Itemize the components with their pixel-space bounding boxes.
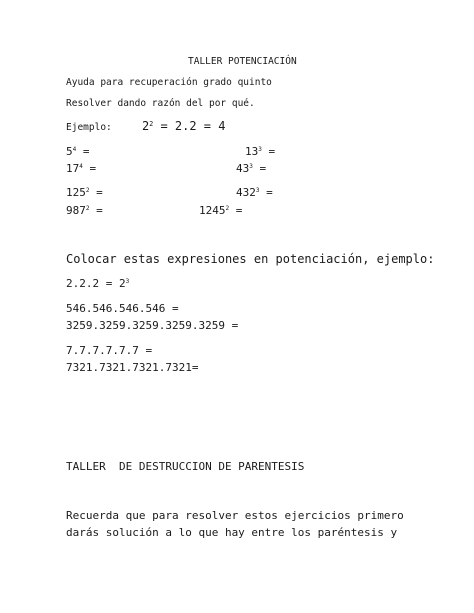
- document-title: TALLER POTENCIACIÓN: [188, 56, 297, 67]
- example-result: = 2.2 = 4: [153, 119, 226, 133]
- expression-item: 7.7.7.7.7.7 =: [66, 344, 153, 357]
- expression-item: 7321.7321.7321.7321=: [66, 361, 199, 374]
- exercise-item: $1245^2$ =: [199, 204, 243, 217]
- exercise-item: $432^3$ =: [236, 186, 273, 199]
- exercise-item: $5^4$ =: [66, 145, 90, 158]
- section2-example: $2.2.2 = 2^3$: [66, 277, 130, 290]
- example-expression: [142, 120, 225, 132]
- intro-line-recovery: Ayuda para recuperación grado quinto: [66, 77, 272, 88]
- section3-paragraph-line: Recuerda que para resolver estos ejercicios primero: [66, 509, 404, 522]
- section3-title: TALLER DE DESTRUCCION DE PARENTESIS: [66, 460, 305, 473]
- example-exponent: 2: [149, 119, 154, 128]
- exercise-item: $17^4$ =: [66, 162, 97, 175]
- intro-line-instruction: Resolver dando razón del por qué.: [66, 98, 255, 109]
- exercise-item: $987^2$ =: [66, 204, 103, 217]
- section3-paragraph-line: darás solución a lo que hay entre los paréntesis y: [66, 526, 398, 539]
- expression-item: 546.546.546.546 =: [66, 302, 179, 315]
- example-base: 2: [142, 119, 150, 133]
- example-label: Ejemplo:: [66, 122, 112, 133]
- expression-item: 3259.3259.3259.3259.3259 =: [66, 319, 239, 332]
- section2-instruction: Colocar estas expresiones en potenciación, ejemplo:: [66, 252, 435, 266]
- exercise-item: $43^3$ =: [236, 162, 267, 175]
- exercise-item: $125^2$ =: [66, 186, 103, 199]
- exercise-item: $13^3$ =: [245, 145, 276, 158]
